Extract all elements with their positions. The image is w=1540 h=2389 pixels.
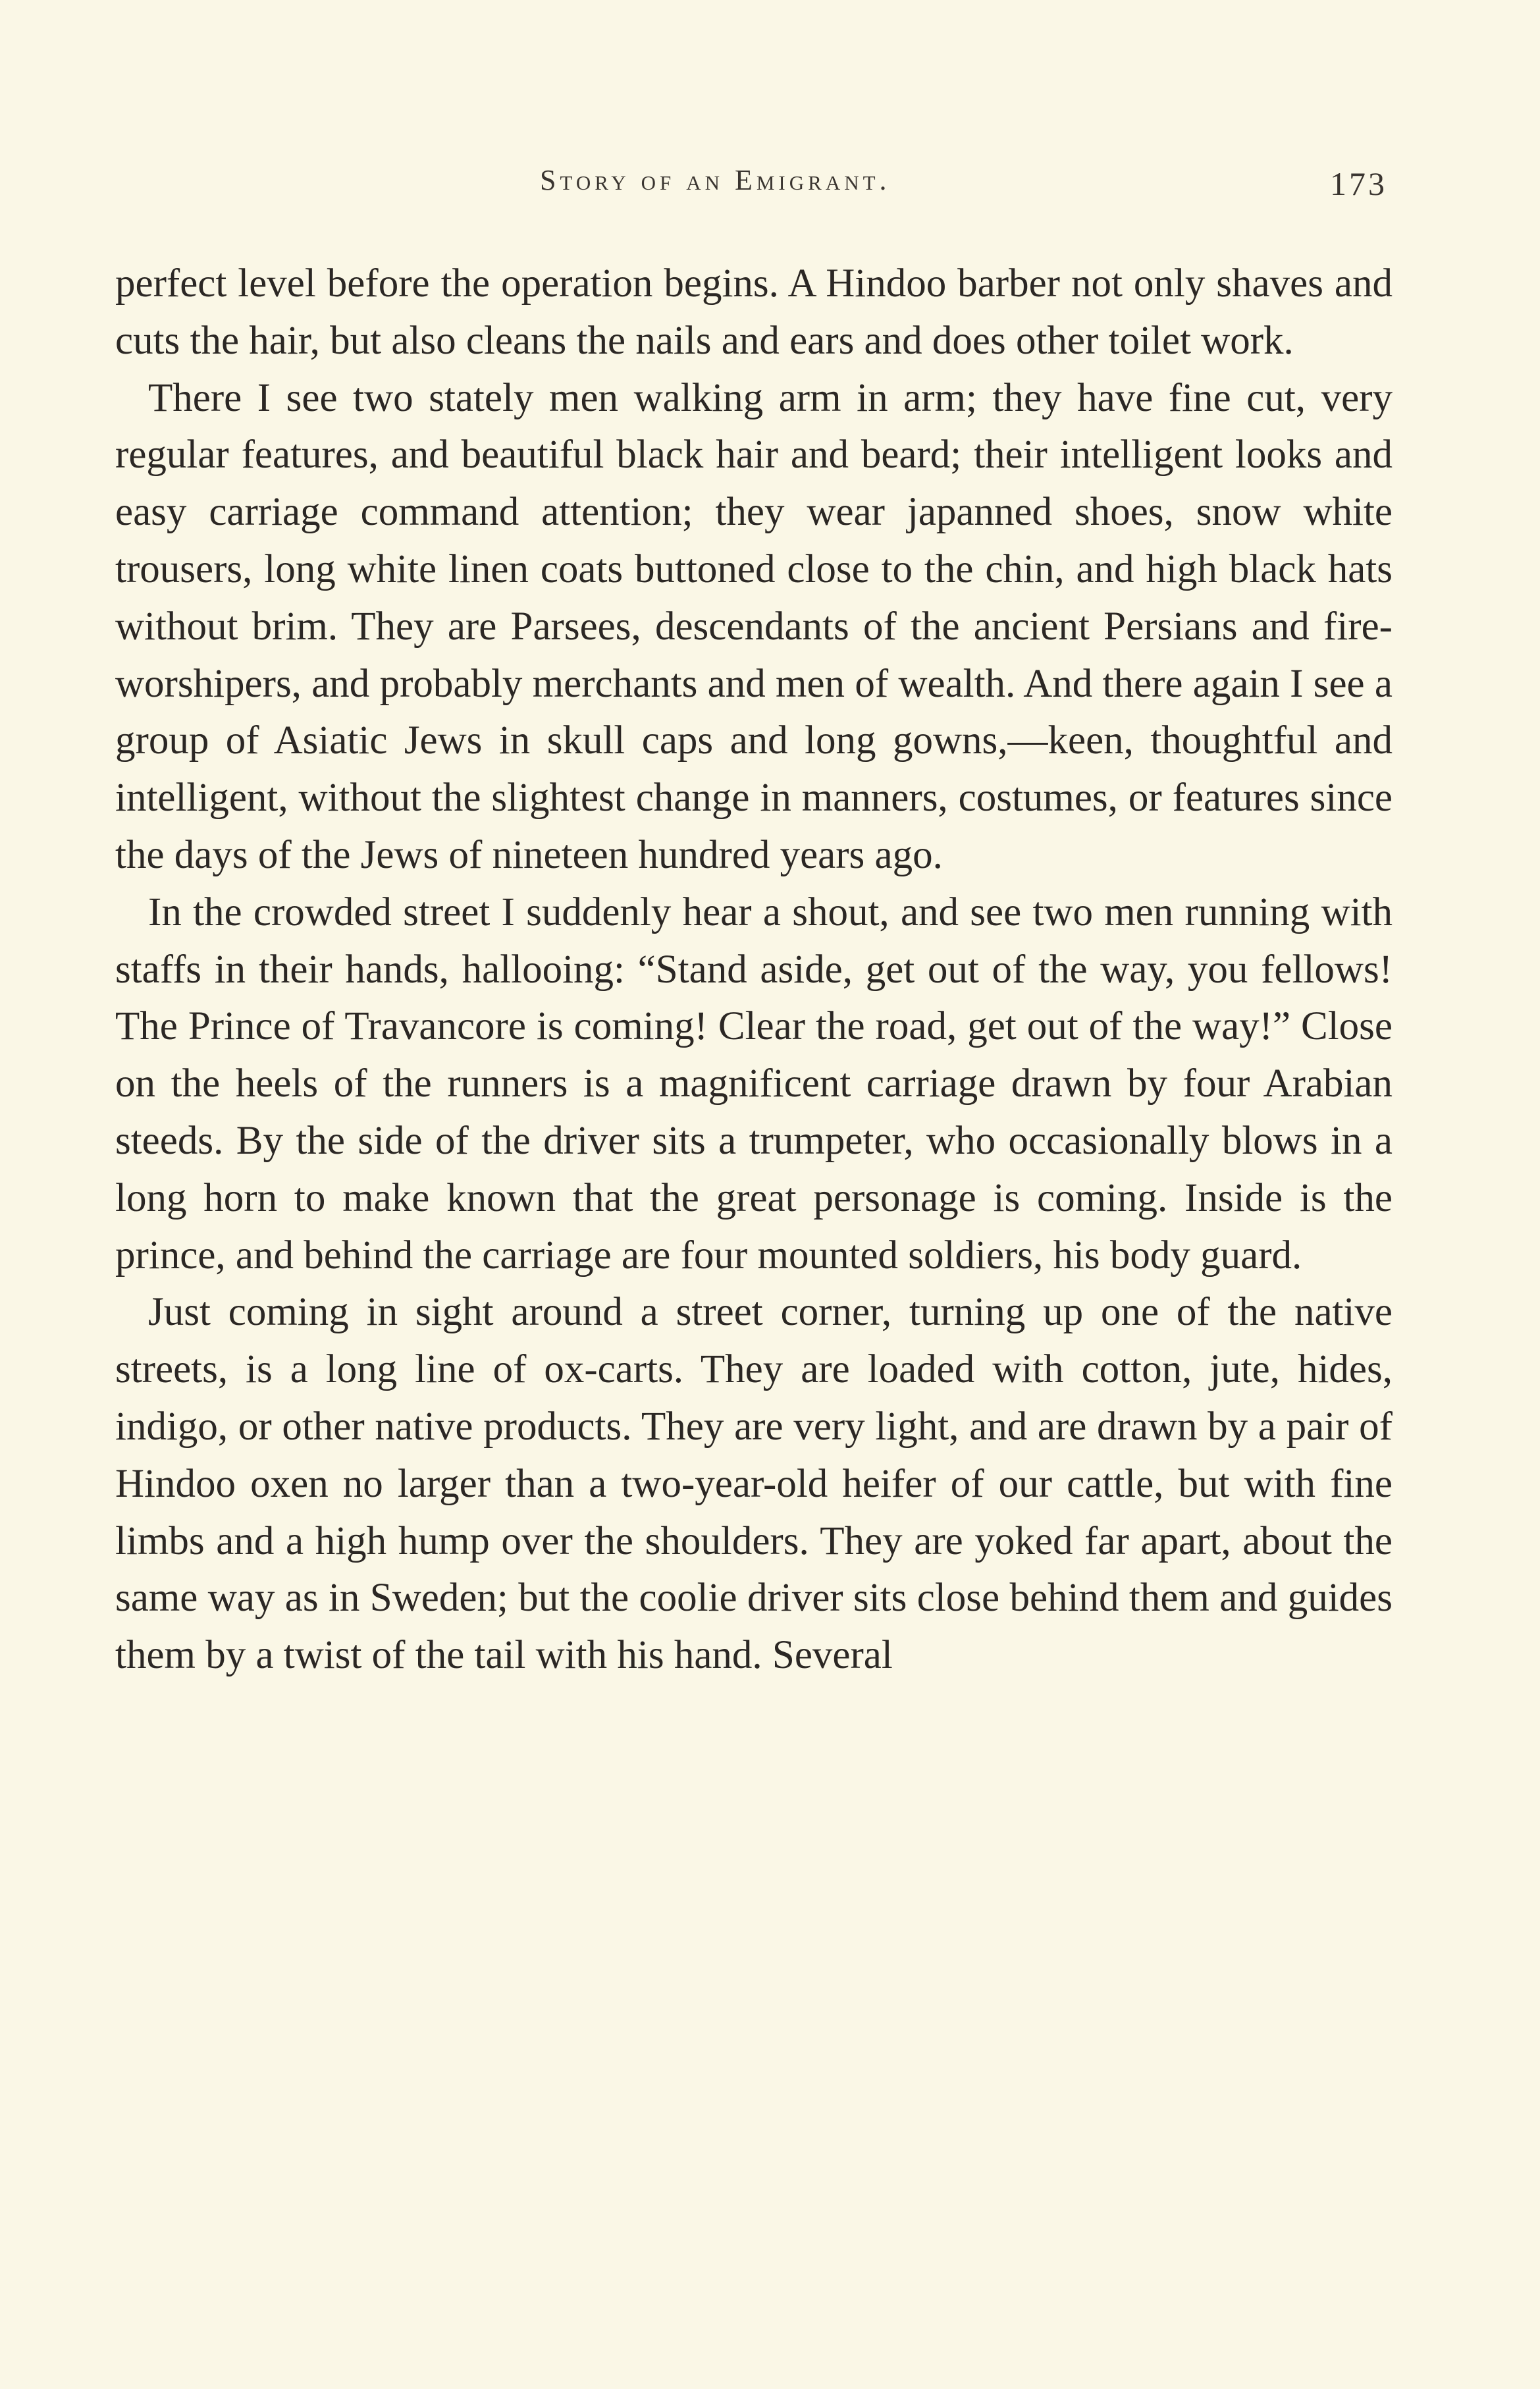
body-text: [115, 255, 1393, 1684]
page-number: 173: [1330, 165, 1387, 202]
running-title: Story of an Emigrant.: [540, 164, 891, 196]
paragraph-ox-carts: Just coming in sight around a street corner, turning up one of the native streets, is a long line of ox-carts. They are loaded with cotton, jute, hides, indigo, or other native products. They are very light, and are drawn by a pair of Hindoo oxen no larger than a two-year-old heifer of our cattle, but with fine limbs and a high hump over the shoulders. They are yoked far apart, about the same way as in Sweden; but the coolie driver sits close behind them and guides them by a twist of the tail with his hand. Several: [115, 1290, 1393, 1678]
paragraph-continuation: perfect level before the operation begins. A Hindoo barber not only shaves and cuts the hair, but also cleans the nails and ears and does other toilet work.: [115, 261, 1393, 363]
paragraph-parsees: There I see two stately men walking arm in arm; they have fine cut, very regular features, and beautiful black hair and beard; their intelligent looks and easy carriage command attention; they wear japanned shoes, snow white trousers, long white linen coats buttoned close to the chin, and high black hats without brim. They are Parsees, descendants of the ancient Persians and fire-worshipers, and probably merchants and men of wealth. And there again I see a group of Asiatic Jews in skull caps and long gowns,—keen, thoughtful and intelligent, without the slightest change in manners, costumes, or features since the days of the Jews of nineteen hundred years ago.: [115, 375, 1393, 877]
paragraph-prince: In the crowded street I suddenly hear a shout, and see two men running with staffs in their hands, hallooing: “Stand aside, get out of the way, you fellows! The Prince of Travancore is coming! Clear the road, get out of the way!” Close on the heels of the runners is a magnificent carriage drawn by four Arabian steeds. By the side of the driver sits a trumpeter, who occasionally blows in a long horn to make known that the great personage is coming. Inside is the prince, and behind the carriage are four mounted soldiers, his body guard.: [115, 890, 1393, 1277]
